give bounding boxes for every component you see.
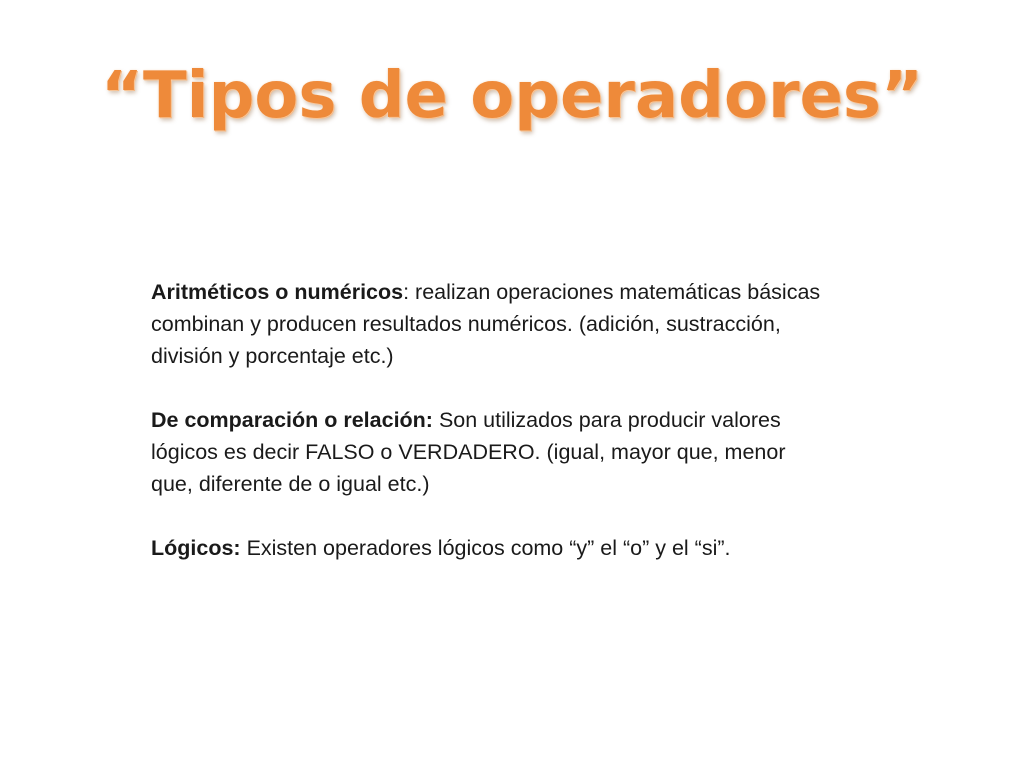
term-logical: Lógicos: (151, 536, 241, 560)
term-comparison: De comparación o relación: (151, 408, 433, 432)
description-logical: Existen operadores lógicos como “y” el “o” y el “si”. (240, 536, 731, 560)
description-arithmetic: : realizan operaciones matemáticas básicas combinan y producen resultados numéricos. (adición, sustracción, división y porcentaje etc.) (151, 280, 821, 368)
slide-body (151, 276, 831, 564)
paragraph-comparison (151, 404, 831, 500)
paragraph-arithmetic (151, 276, 831, 372)
paragraph-logical (151, 532, 831, 564)
term-arithmetic: Aritméticos o numéricos (151, 280, 404, 304)
description-comparison: Son utilizados para producir valores lógicos es decir FALSO o VERDADERO. (igual, mayor que, menor que, diferente de o igual etc.) (151, 408, 786, 496)
slide-title: “Tipos de operadores” (100, 59, 924, 133)
